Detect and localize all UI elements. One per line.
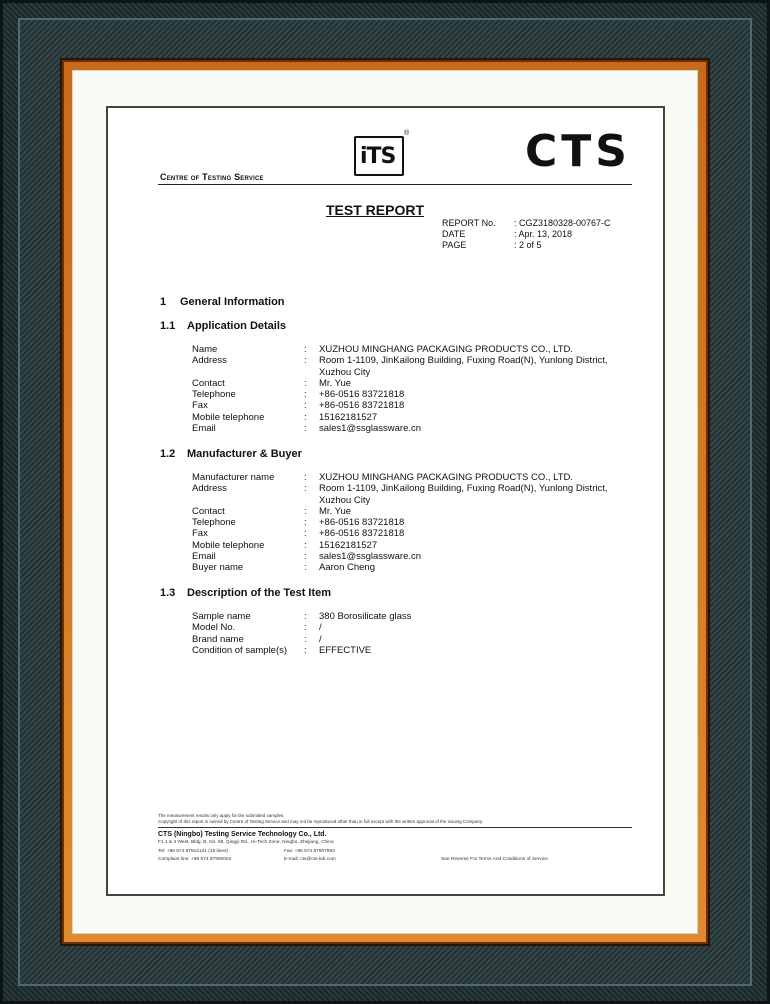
header-divider — [158, 184, 632, 185]
footer-tel: Tel: +86 574 87912121 (16 lines) — [158, 849, 229, 854]
report-meta-row: DATE : Apr. 13, 2018 — [442, 229, 573, 239]
section-heading-application: 1.1 Application Details — [160, 320, 287, 332]
section-heading-manufacturer: 1.2 Manufacturer & Buyer — [160, 448, 302, 460]
footer-terms: See Reverse For Terms And Conditions of Service — [441, 857, 548, 862]
footer-email: E-mail: cts@cts-lab.com — [284, 857, 336, 862]
footer-complaint: Complaint line: +86 574 87900003 — [158, 857, 232, 862]
footer-address: F1.1 & 4 West, Bldg. B, No. 88, Qingyi Rd., Hi-Tech Zone, Ningbo, Zhejiang, China — [158, 840, 334, 845]
report-meta-row: PAGE : 2 of 5 — [442, 240, 542, 250]
registered-mark: ® — [404, 130, 410, 137]
report-meta — [442, 218, 611, 251]
test-item-details: Sample name : 380 Borosilicate glass Model No. : / Brand name : / Condition of sample(s) : EFFECTIVE — [192, 611, 412, 656]
footer-copyright: Copyright of this report is owned by Centre of Testing Service and may not be reproduced other than in full except with the written approval of the issuing Company. — [158, 819, 484, 824]
footer-divider — [158, 827, 632, 828]
page-title: TEST REPORT — [326, 202, 425, 218]
report-page — [106, 106, 665, 896]
footer-company: CTS (Ningbo) Testing Service Technology Co., Ltd. — [158, 831, 327, 838]
manufacturer-details: Manufacturer name : XUZHOU MINGHANG PACKAGING PRODUCTS CO., LTD. Address : Room 1-1109, JinKailong Building, Fuxing Road(N), Yunlong District, Xuzhou City Contact : Mr. Yue Telephone : +86-0516 83721818 Fax : +86-0516 83721818 Mobile telephone : 15162181527 Email : sales1@ssglassware.cn Buyer name : Aaron Cheng — [192, 472, 608, 574]
application-details: Name : XUZHOU MINGHANG PACKAGING PRODUCTS CO., LTD. Address : Room 1-1109, JinKailong Building, Fuxing Road(N), Yunlong District, Xuzhou City Contact : Mr. Yue Telephone : +86-0516 83721818 Fax : +86-0516 83721818 Mobile telephone : 15162181527 Email : sales1@ssglassware.cn — [192, 344, 608, 435]
report-meta-row: REPORT No. : CGZ3180328-00767-C — [442, 218, 611, 228]
section-heading-test-item: 1.3 Description of the Test Item — [160, 587, 332, 599]
footer-note: The measurement results only apply for the submitted samples. — [158, 813, 285, 818]
service-label: Centre of Testing Service — [160, 172, 264, 182]
its-logo-icon: iTS — [354, 136, 404, 176]
section-heading-general: 1 General Information — [160, 296, 285, 308]
footer-fax: Fax: +86 574 87907993 — [284, 849, 335, 854]
brand-logo: CTS — [525, 126, 631, 177]
